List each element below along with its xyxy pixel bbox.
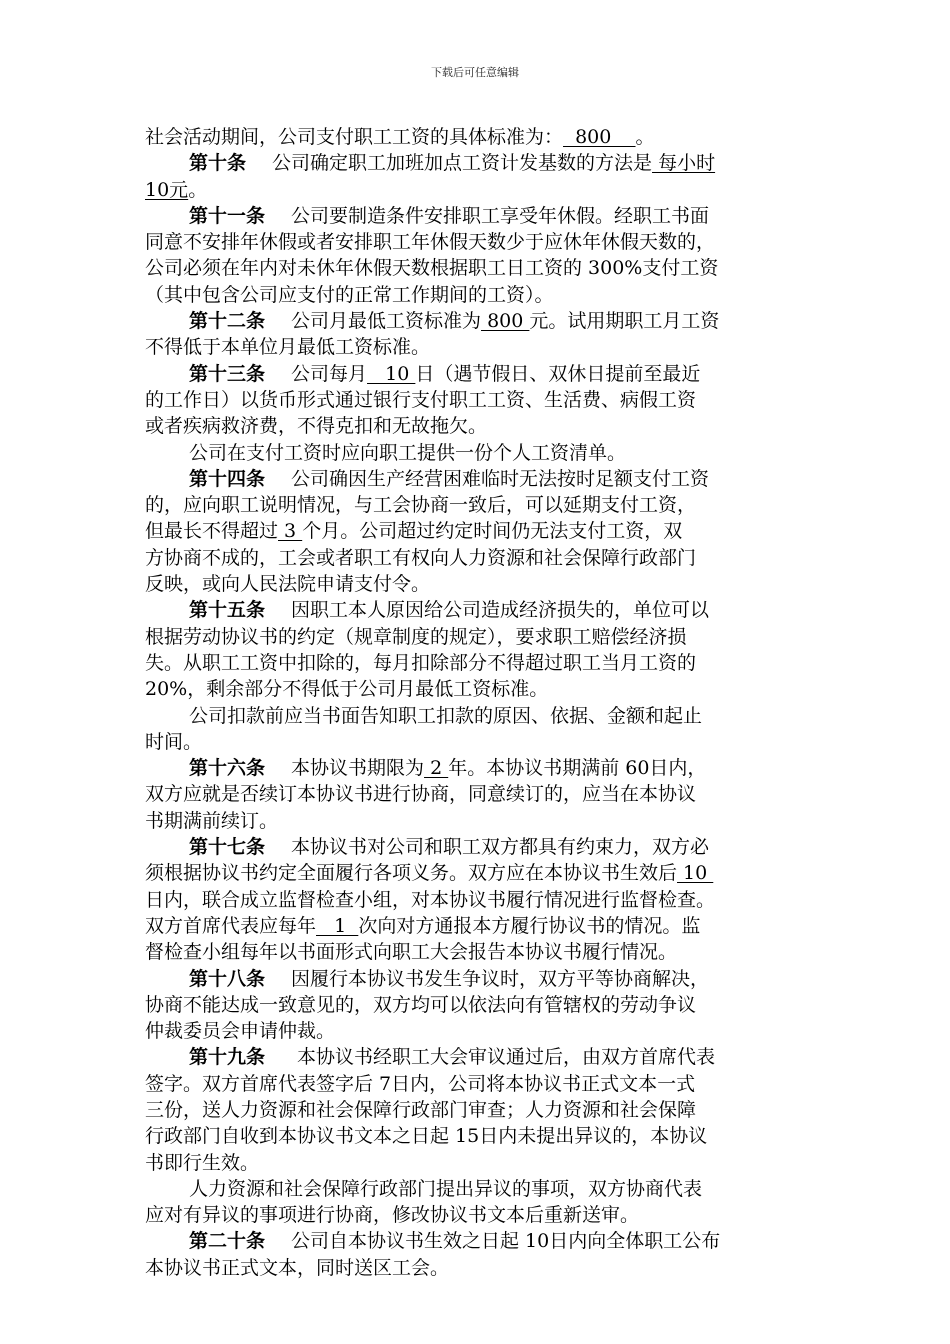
text-segment: 公司必须在年内对未休年休假天数根据职工日工资的 300%支付工资 [145, 257, 719, 280]
text-line [145, 597, 807, 623]
text-segment: 仲裁委员会申请仲裁。 [145, 1020, 336, 1043]
text-line [145, 1176, 807, 1202]
text-segment: 双方应就是否续订本协议书进行协商，同意续订的，应当在本协议 [145, 783, 697, 806]
text-segment: 反映，或向人民法院申请支付令。 [145, 573, 431, 596]
text-line [145, 755, 807, 781]
text-line [145, 1228, 807, 1254]
text-line [145, 177, 807, 203]
text-segment: 书期满前续订。 [145, 809, 279, 832]
text-line [145, 466, 807, 492]
filled-blank: 2 [424, 757, 449, 780]
text-segment: 因职工本人原因给公司造成经济损失的，单位可以 [291, 599, 710, 622]
paragraph-block [145, 1176, 807, 1229]
text-segment: 本协议书经职工大会审议通过后，由双方首席代表 [291, 1046, 716, 1069]
text-line [145, 703, 807, 729]
text-segment: 不得低于本单位月最低工资标准。 [145, 336, 431, 359]
text-line [145, 939, 807, 965]
filled-blank: 1 [316, 914, 359, 937]
text-line [145, 387, 807, 413]
text-segment: 根据劳动协议书的约定（规章制度的规定），要求职工赔偿经济损 [145, 625, 687, 648]
article-number: 第十条 [189, 152, 247, 175]
text-segment: 应对有异议的事项进行协商，修改协议书文本后重新送审。 [145, 1204, 640, 1227]
text-line [145, 255, 807, 281]
article-number: 第十五条 [189, 599, 266, 622]
text-segment: 协商不能达成一致意见的，双方均可以依法向有管辖权的劳动争议 [145, 993, 697, 1016]
text-segment: 公司每月 [291, 362, 368, 385]
text-segment: 日（遇节假日、双休日提前至最近 [415, 362, 701, 385]
article-number: 第十四条 [189, 467, 266, 490]
article-number: 第十九条 [189, 1046, 266, 1069]
text-segment: 人力资源和社会保障行政部门提出异议的事项，双方协商代表 [189, 1177, 703, 1200]
text-line [145, 1202, 807, 1228]
text-line [145, 992, 807, 1018]
text-line [145, 308, 807, 334]
filled-blank: 800 [563, 126, 636, 148]
text-segment: 或者疾病救济费，不得克扣和无故拖欠。 [145, 415, 488, 438]
text-segment: 的工作日）以货币形式通过银行支付职工工资、生活费、病假工资 [145, 388, 697, 411]
article-block [145, 361, 807, 440]
text-line [145, 781, 807, 807]
page-header: 下载后可任意编辑 [431, 66, 519, 79]
article-number: 第十三条 [189, 362, 266, 385]
text-segment: 元。试用期职工月工资 [529, 310, 720, 333]
text-line [145, 282, 807, 308]
text-segment: 本协议书期限为 [291, 757, 425, 780]
article-block [145, 466, 807, 597]
text-line [145, 834, 807, 860]
text-segment: 。 [635, 126, 655, 148]
text-segment: 签字。双方首席代表签字后 7日内，公司将本协议书正式文本一式 [145, 1072, 696, 1095]
text-line [145, 1071, 807, 1097]
text-line [145, 913, 807, 939]
text-segment: 次向对方通报本方履行协议书的情况。监 [358, 914, 701, 937]
filled-blank: 3 [278, 520, 303, 543]
document-body [145, 124, 807, 1281]
text-segment: 公司要制造条件安排职工享受年休假。经职工书面 [291, 204, 710, 227]
text-line [145, 729, 807, 755]
article-block [145, 1044, 807, 1175]
paragraph-block [145, 703, 807, 756]
text-line [145, 124, 807, 150]
text-line [145, 887, 807, 913]
text-segment: （其中包含公司应支付的正常工作期间的工资）。 [145, 283, 554, 306]
text-line [145, 1097, 807, 1123]
text-line [145, 624, 807, 650]
text-line [145, 440, 807, 466]
text-line [145, 1044, 807, 1070]
article-number: 第十二条 [189, 310, 266, 333]
text-segment: 时间。 [145, 730, 203, 753]
text-segment: 公司在支付工资时应向职工提供一份个人工资清单。 [189, 441, 627, 464]
filled-blank: 10 [677, 862, 714, 885]
text-segment: 个月。公司超过约定时间仍无法支付工资，双 [302, 520, 683, 543]
text-line [145, 808, 807, 834]
article-number: 第十八条 [189, 967, 266, 990]
article-number: 第二十条 [189, 1230, 266, 1253]
text-line [145, 492, 807, 518]
article-block [145, 203, 807, 308]
text-segment: 本协议书正式文本，同时送区工会。 [145, 1256, 450, 1279]
text-segment: 督检查小组每年以书面形式向职工大会报告本协议书履行情况。 [145, 941, 678, 964]
text-line [145, 860, 807, 886]
article-number: 第十一条 [189, 204, 266, 227]
paragraph-block [145, 440, 807, 466]
article-block [145, 755, 807, 834]
text-segment: 社会活动期间，公司支付职工工资的具体标准为： [145, 126, 564, 148]
text-segment: 20%，剩余部分不得低于公司月最低工资标准。 [145, 678, 549, 701]
text-line [145, 1123, 807, 1149]
paragraph-block [145, 124, 807, 150]
text-line [145, 203, 807, 229]
text-segment: 同意不安排年休假或者安排职工年休假天数少于应休年休假天数的， [145, 231, 716, 254]
article-block [145, 150, 807, 203]
text-segment: 双方首席代表应每年 [145, 914, 317, 937]
article-block [145, 834, 807, 965]
article-block [145, 1228, 807, 1281]
text-segment: 本协议书对公司和职工双方都具有约束力，双方必 [291, 836, 710, 859]
text-line [145, 229, 807, 255]
text-segment: 的，应向职工说明情况，与工会协商一致后，可以延期支付工资， [145, 494, 697, 517]
text-line [145, 334, 807, 360]
text-segment: 三份，送人力资源和社会保障行政部门审查；人力资源和社会保障 [145, 1098, 697, 1121]
text-line [145, 1150, 807, 1176]
filled-blank: 每小时 [652, 152, 716, 175]
text-segment: 年。本协议书期满前 60日内， [448, 757, 707, 780]
text-segment: 公司自本协议书生效之日起 10日内向全体职工公布 [291, 1230, 721, 1253]
text-line [145, 966, 807, 992]
text-segment: 因履行本协议书发生争议时，双方平等协商解决， [291, 967, 710, 990]
text-segment: 公司扣款前应当书面告知职工扣款的原因、依据、金额和起止 [189, 704, 703, 727]
article-number: 第十七条 [189, 836, 266, 859]
text-line [145, 518, 807, 544]
text-line [145, 676, 807, 702]
filled-blank: 10元 [145, 178, 189, 201]
text-line [145, 1018, 807, 1044]
text-segment: 须根据协议书约定全面履行各项义务。双方应在本协议书生效后 [145, 862, 678, 885]
text-segment: 但最长不得超过 [145, 520, 279, 543]
text-segment: 日内，联合成立监督检查小组，对本协议书履行情况进行监督检查。 [145, 888, 716, 911]
text-line [145, 1255, 807, 1281]
text-segment: 公司月最低工资标准为 [291, 310, 482, 333]
text-segment: 公司确因生产经营困难临时无法按时足额支付工资 [291, 467, 710, 490]
text-segment: 行政部门自收到本协议书文本之日起 15日内未提出异议的，本协议 [145, 1125, 708, 1148]
text-line [145, 545, 807, 571]
text-segment: 方协商不成的，工会或者职工有权向人力资源和社会保障行政部门 [145, 546, 697, 569]
text-segment: 公司确定职工加班加点工资计发基数的方法是 [272, 152, 653, 175]
text-segment: 。 [188, 178, 208, 201]
article-block [145, 597, 807, 702]
filled-blank: 800 [481, 310, 530, 333]
text-segment: 书即行生效。 [145, 1151, 260, 1174]
article-block [145, 966, 807, 1045]
article-number: 第十六条 [189, 757, 266, 780]
text-line [145, 413, 807, 439]
text-line [145, 361, 807, 387]
text-line [145, 650, 807, 676]
article-block [145, 308, 807, 361]
filled-blank: 10 [367, 362, 416, 385]
text-segment: 失。从职工工资中扣除的，每月扣除部分不得超过职工当月工资的 [145, 651, 697, 674]
text-line [145, 571, 807, 597]
text-line [145, 150, 807, 176]
